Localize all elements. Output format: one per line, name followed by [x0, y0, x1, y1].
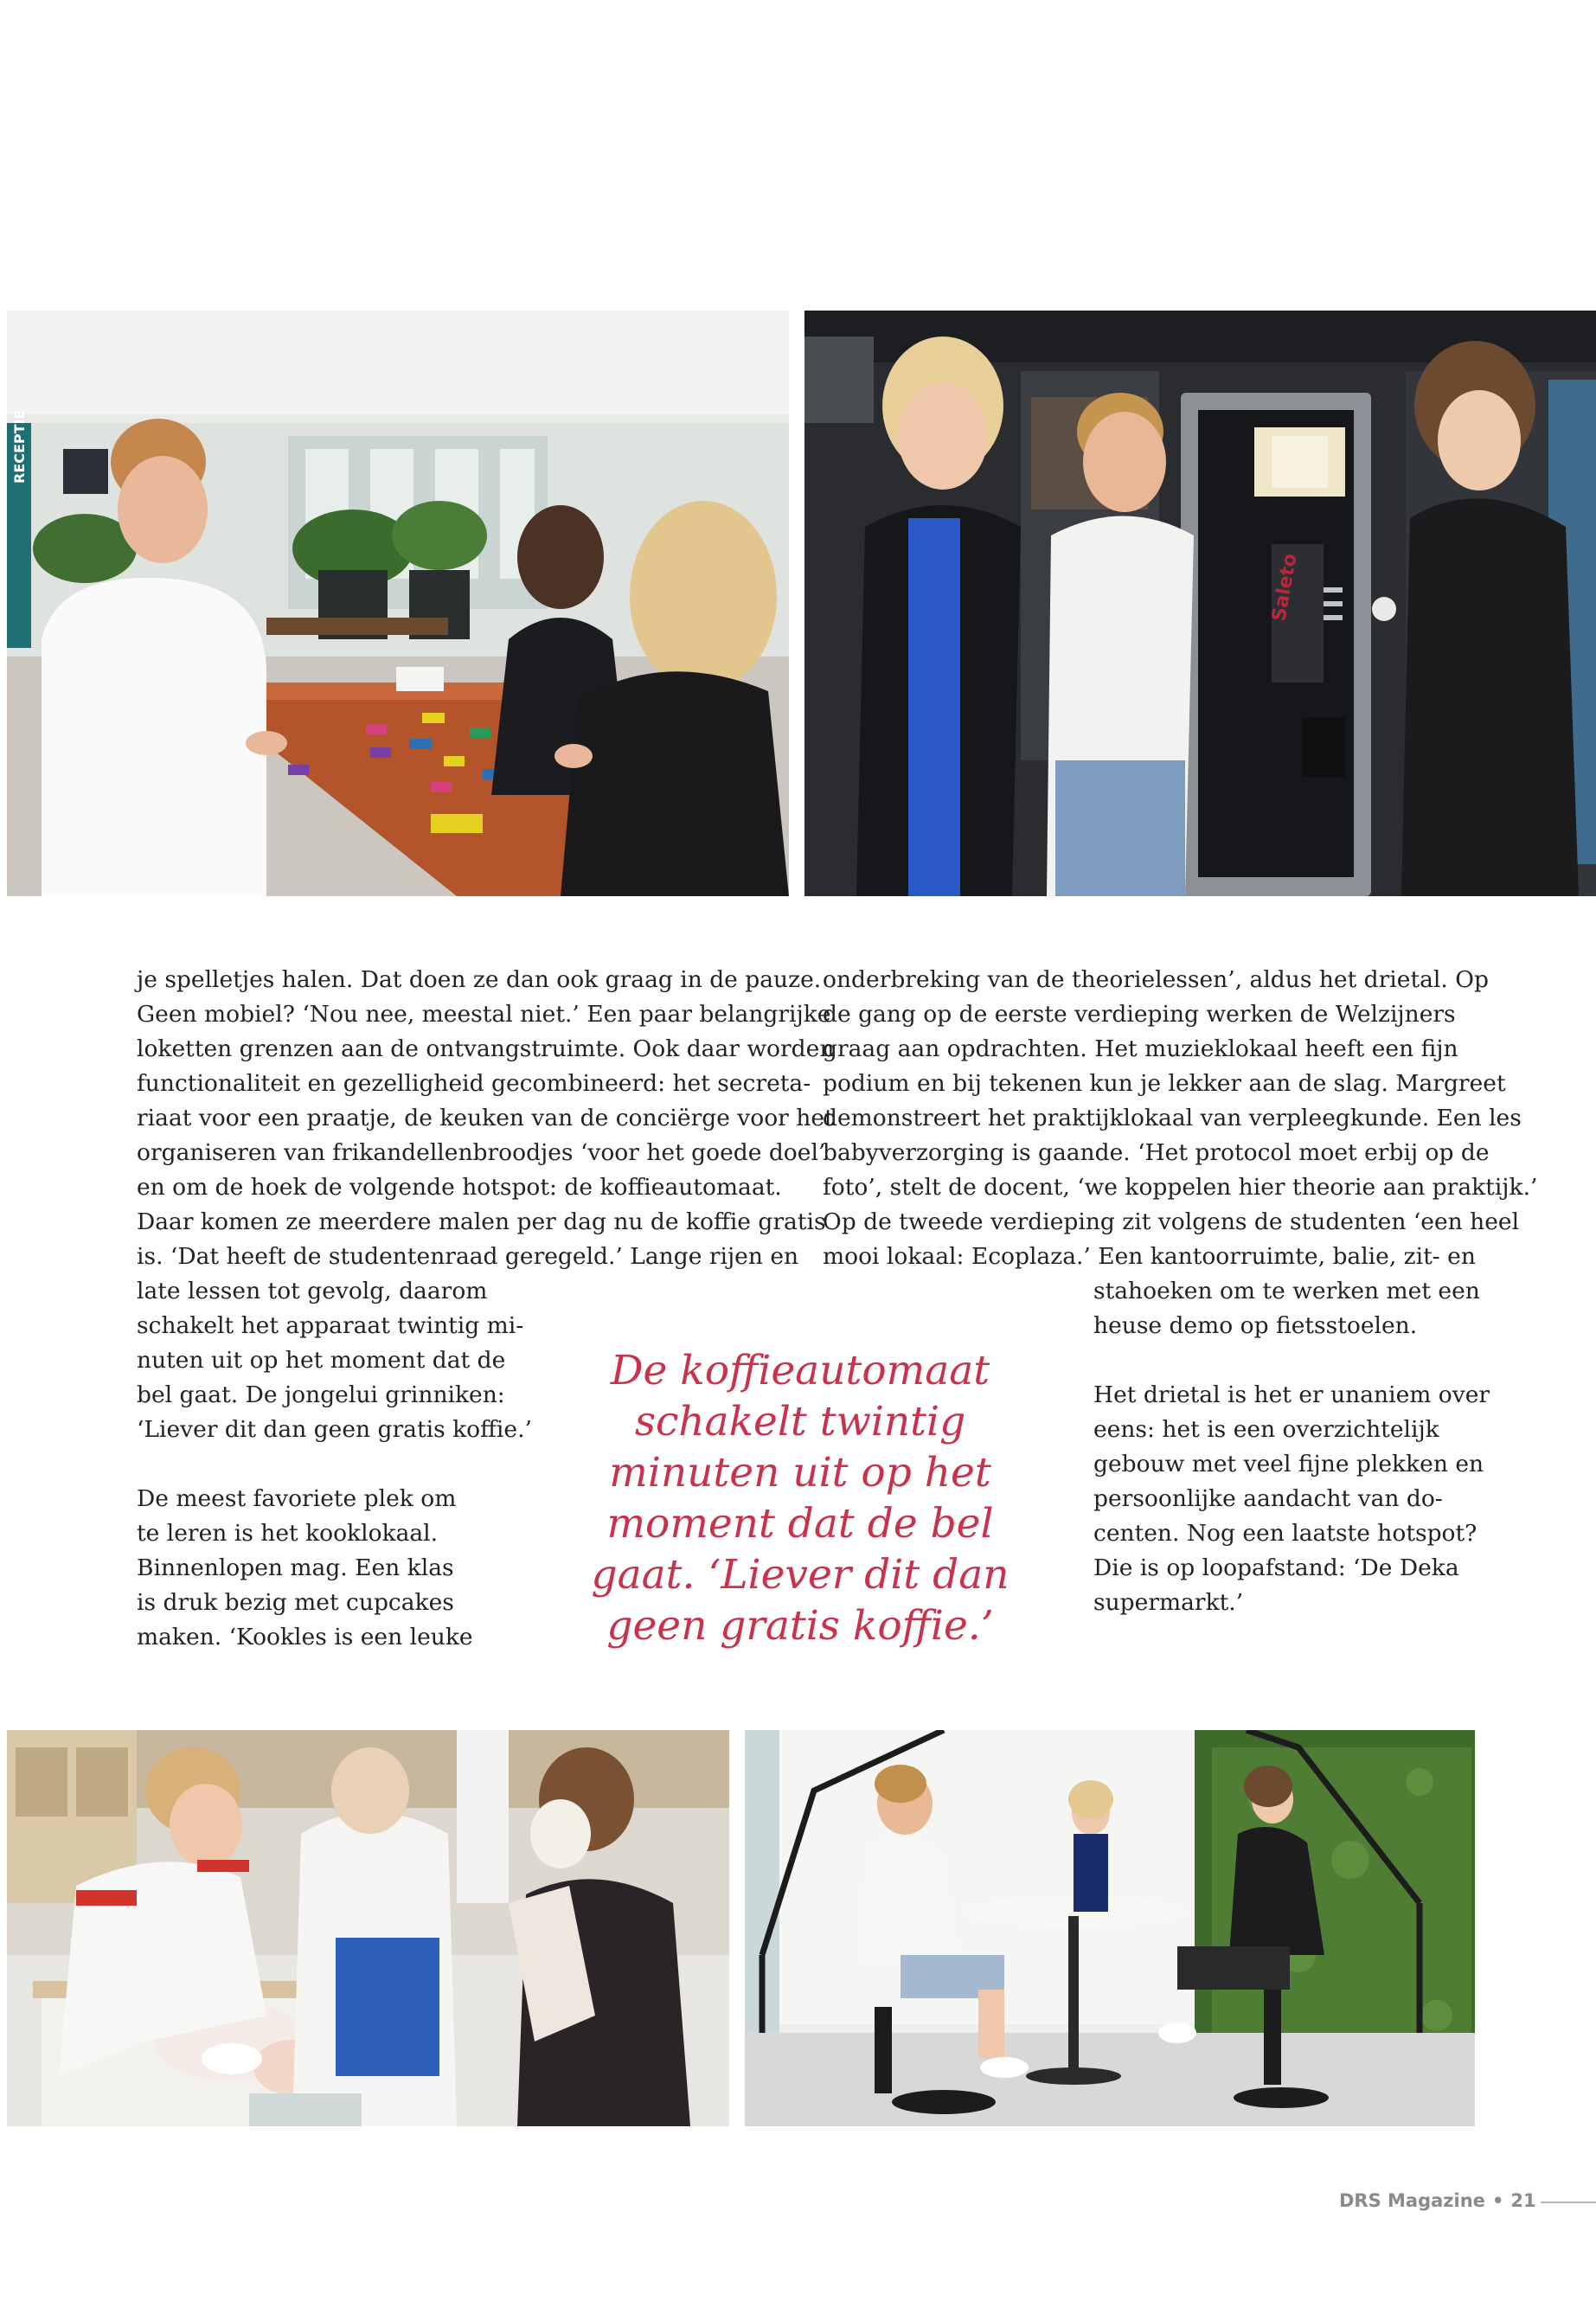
reception-sign-text: RECEPTIE: [11, 409, 28, 484]
article-line: persoonlijke aandacht van do-: [1093, 1485, 1443, 1512]
article-line: Geen mobiel? ‘Nou nee, meestal niet.’ Een paar belangrijke: [137, 1001, 831, 1028]
article-line: demonstreert het praktijklokaal van verpleegkunde. Een les: [823, 1105, 1522, 1131]
article-line: de gang op de eerste verdieping werken de Welzijners: [823, 1001, 1456, 1028]
photo-students-coffee-machine: [804, 311, 1596, 896]
article-line: loketten grenzen aan de ontvangstruimte. Ook daar worden: [137, 1035, 835, 1062]
article-right-column-top: [823, 963, 1537, 1274]
article-paragraph-gap: [137, 1447, 532, 1482]
pull-quote-line: minuten uit op het: [609, 1449, 991, 1497]
article-line: gebouw met veel fijne plekken en: [1093, 1451, 1484, 1477]
article-line: je spelletjes halen. Dat doen ze dan ook graag in de pauze.: [137, 966, 822, 993]
article-line: organiseren van frikandellenbroodjes ‘voor het goede doel’: [137, 1139, 826, 1166]
article-line: foto’, stelt de docent, ‘we koppelen hier theorie aan praktijk.’: [823, 1174, 1538, 1201]
article-line: schakelt het apparaat twintig mi-: [137, 1312, 524, 1339]
article-line: eens: het is een overzichtelijk: [1093, 1416, 1439, 1443]
article-line: Die is op loopafstand: ‘De Deka: [1093, 1554, 1459, 1581]
page-footer: [1339, 2190, 1536, 2211]
article-line: supermarkt.’: [1093, 1589, 1244, 1616]
footer-rule: [1541, 2202, 1596, 2203]
article-line: mooi lokaal: Ecoplaza.’ Een kantoorruimte, balie, zit- en: [823, 1243, 1476, 1270]
pull-quote: [554, 1345, 1047, 1651]
article-line: riaat voor een praatje, de keuken van de conciërge voor het: [137, 1105, 834, 1131]
article-line: bel gaat. De jongelui grinniken:: [137, 1381, 505, 1408]
page-number: 21: [1510, 2190, 1536, 2211]
article-line: De meest favoriete plek om: [137, 1485, 457, 1512]
photo-babycare-lesson: [7, 1730, 729, 2126]
pull-quote-line: moment dat de bel: [606, 1500, 994, 1548]
article-line: babyverzorging is gaande. ‘Het protocol moet erbij op de: [823, 1139, 1490, 1166]
article-line: late lessen tot gevolg, daarom: [137, 1278, 488, 1304]
footer-separator: •: [1491, 2190, 1504, 2211]
pull-quote-line: geen gratis koffie.’: [606, 1602, 994, 1650]
article-line: ‘Liever dit dan geen gratis koffie.’: [137, 1416, 532, 1443]
article-line: en om de hoek de volgende hotspot: de koffieautomaat.: [137, 1174, 782, 1201]
article-left-column-bottom: [137, 1274, 532, 1655]
article-line: nuten uit op het moment dat de: [137, 1347, 506, 1374]
article-line: Het drietal is het er unaniem over: [1093, 1381, 1490, 1408]
article-line: Binnenlopen mag. Een klas: [137, 1554, 454, 1581]
article-line: is druk bezig met cupcakes: [137, 1589, 454, 1616]
article-paragraph-gap: [1093, 1343, 1490, 1378]
article-line: te leren is het kooklokaal.: [137, 1520, 439, 1547]
article-line: centen. Nog een laatste hotspot?: [1093, 1520, 1477, 1547]
article-line: graag aan opdrachten. Het muzieklokaal heeft een fijn: [823, 1035, 1458, 1062]
article-line: is. ‘Dat heeft de studentenraad geregeld.’ Lange rijen en: [137, 1243, 799, 1270]
article-left-column-top: [137, 963, 834, 1274]
article-line: onderbreking van de theorielessen’, aldus het drietal. Op: [823, 966, 1489, 993]
pull-quote-line: De koffieautomaat: [610, 1347, 990, 1394]
article-line: Op de tweede verdieping zit volgens de studenten ‘een heel: [823, 1208, 1520, 1235]
article-line: maken. ‘Kookles is een leuke: [137, 1624, 473, 1650]
article-line: podium en bij tekenen kun je lekker aan de slag. Margreet: [823, 1070, 1506, 1097]
article-line: stahoeken om te werken met een: [1093, 1278, 1480, 1304]
photo-desk-bikes: [745, 1730, 1475, 2126]
article-line: Daar komen ze meerdere malen per dag nu de koffie gratis: [137, 1208, 826, 1235]
machine-brand-text: Saleto: [1268, 552, 1302, 624]
article-right-column-bottom: [1093, 1274, 1490, 1620]
article-line: heuse demo op fietsstoelen.: [1093, 1312, 1418, 1339]
article-line: functionaliteit en gezelligheid gecombineerd: het secreta-: [137, 1070, 811, 1097]
pull-quote-line: schakelt twintig: [634, 1398, 966, 1445]
photo-students-card-game: [7, 311, 789, 896]
pull-quote-line: gaat. ‘Liever dit dan: [591, 1551, 1010, 1599]
magazine-name: DRS Magazine: [1339, 2190, 1485, 2211]
